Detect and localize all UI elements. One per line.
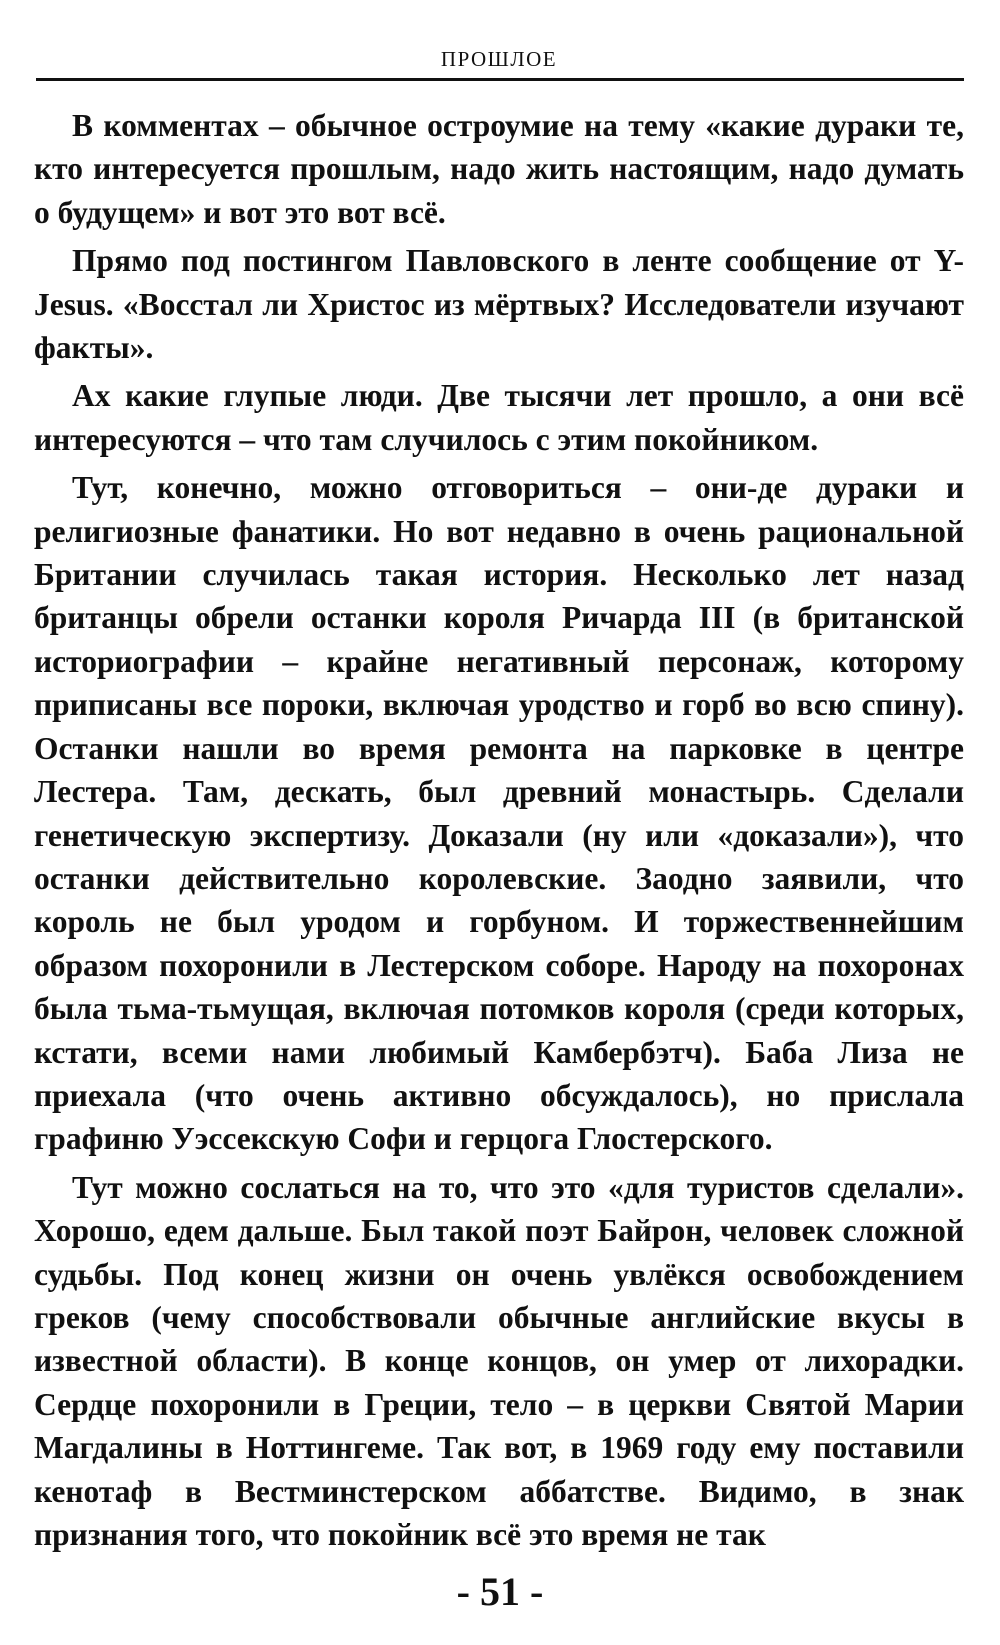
paragraph: В комментах – обычное остроумие на тему «какие дураки те, кто интересуется прошлым, надо жить настоящим, надо думать о будущем» и вот это вот всё. <box>34 108 964 230</box>
main-text <box>34 104 964 1561</box>
running-title: ПРОШЛОЕ <box>440 47 558 71</box>
paragraph: Ах какие глупые люди. Две тысячи лет прошло, а они всё интересуются – что там случилось с этим покойником. <box>34 378 964 457</box>
page-number: - 51 - <box>456 1569 544 1614</box>
paragraph: Тут можно сослаться на то, что это «для туристов сделали». Хорошо, едем дальше. Был такой поэт Байрон, человек сложной судьбы. Под конец жизни он очень увлёкся освобождением греков (чему способствовали обычные английские вкусы в известной области). В конце концов, он умер от лихорадки. Сердце похоронили в Греции, тело – в церкви Святой Марии Магдалины в Ноттингеме. Так вот, в 1969 году ему поставили кенотаф в Вестминстерском аббатстве. Видимо, в знак признания того, что покойник всё это время не так <box>34 1169 964 1552</box>
paragraph: Тут, конечно, можно отговориться – они-де дураки и религиозные фанатики. Но вот недавно в очень рациональной Британии случилась такая история. Несколько лет назад британцы обрели останки короля Ричарда III (в британской историографии – крайне негативный персонаж, которому приписаны все пороки, включая уродство и горб во всю спину). Останки нашли во время ремонта на парковке в центре Лестера. Там, дескать, был древний монастырь. Сделали генетическую экспертизу. Доказали (ну или «доказали»), что останки действительно королевские. Заодно заявили, что король не был уродом и горбуном. И торжественнейшим образом похоронили в Лестерском соборе. Народу на похоронах была тьма-тьмущая, включая потомков короля (среди которых, кстати, всеми нами любимый Камбербэтч). Баба Лиза не приехала (что очень активно обсуждалось), но прислала графиню Уэссекскую Софи и герцога Глостерского. <box>34 470 964 1157</box>
header-rule <box>36 78 964 81</box>
paragraph: Прямо под постингом Павловского в ленте сообщение от Y-Jesus. «Восстал ли Христос из мёртвых? Исследователи изучают факты». <box>34 243 964 366</box>
